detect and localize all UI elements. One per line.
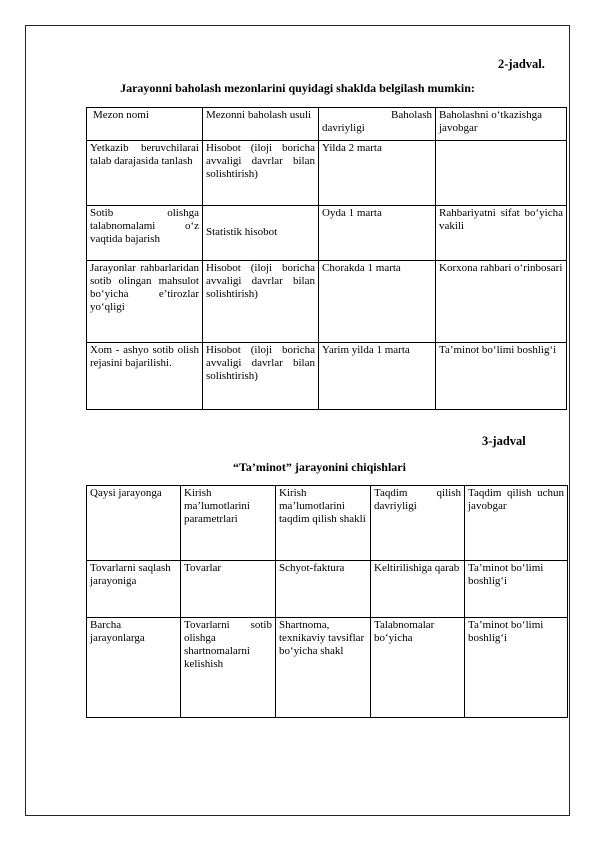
table-row [87, 561, 568, 618]
table-cell: Rahbariyatni sifat bo‘yicha vakili [436, 206, 567, 261]
table2 [86, 107, 567, 410]
table3-header-cell: Kirish ma’lumotlarini parametrlari [181, 486, 276, 561]
table-cell: Hisobot (iloji boricha avvaligi davrlar bilan solishtirish) [203, 141, 319, 206]
table2-caption: Jarayonni baholash mezonlarini quyidagi shaklda belgilash mumkin: [120, 81, 475, 95]
table3-caption: “Ta’minot” jarayonini chiqishlari [233, 460, 406, 474]
table-row [87, 261, 567, 343]
table-cell: Xom - ashyo sotib olish rejasini bajarilishi. [87, 343, 203, 410]
table-cell: Ta’minot bo‘limi boshlig‘i [465, 561, 568, 618]
table-row [87, 141, 567, 206]
table-cell: Statistik hisobot [203, 206, 319, 261]
table-cell: Schyot-faktura [276, 561, 371, 618]
table-cell: Jarayonlar rahbarlaridan sotib olingan mahsulot bo‘yicha e’tirozlar yo‘qligi [87, 261, 203, 343]
table-cell: Tovarlarni saqlash jarayoniga [87, 561, 181, 618]
table3-label: 3-jadval [482, 434, 526, 448]
table-cell: Oyda 1 marta [319, 206, 436, 261]
table-cell: Ta’minot bo‘limi boshlig‘i [465, 618, 568, 718]
table-cell: Korxona rahbari o‘rinbosari [436, 261, 567, 343]
table-cell: Talabnomalar bo‘yicha [371, 618, 465, 718]
table-cell: Keltirilishiga qarab [371, 561, 465, 618]
table-cell: Hisobot (iloji boricha avvaligi davrlar bilan solishtirish) [203, 261, 319, 343]
table-cell: Chorakda 1 marta [319, 261, 436, 343]
table3-header-cell: Qaysi jarayonga [87, 486, 181, 561]
table-cell: Barcha jarayonlarga [87, 618, 181, 718]
table2-header-cell: Baholash davriyligi [319, 108, 436, 141]
table-cell: Yarim yilda 1 marta [319, 343, 436, 410]
table3-header-cell: Taqdim qilish davriyligi [371, 486, 465, 561]
table2-header-row [87, 108, 567, 141]
table2-header-cell: Mezonni baholash usuli [203, 108, 319, 141]
table-cell: Yilda 2 marta [319, 141, 436, 206]
table2-label: 2-jadval. [498, 57, 545, 71]
table-cell: Yetkazib beruvchilarai talab darajasida tanlash [87, 141, 203, 206]
table-row [87, 618, 568, 718]
table-cell: Ta’minot bo‘limi boshlig‘i [436, 343, 567, 410]
table-cell: Shartnoma, texnikaviy tavsiflar bo‘yicha shakl [276, 618, 371, 718]
table3-header-row [87, 486, 568, 561]
table-row [87, 206, 567, 261]
table-cell: Tovarlarni sotib olishga shartnomalarni kelishish [181, 618, 276, 718]
table2-header-cell: Mezon nomi [87, 108, 203, 141]
table-row [87, 343, 567, 410]
table-cell: Tovarlar [181, 561, 276, 618]
table2-header-cell: Baholashni o‘tkazishga javobgar [436, 108, 567, 141]
table3-header-cell: Kirish ma’lumotlarini taqdim qilish shakli [276, 486, 371, 561]
table3 [86, 485, 568, 718]
table-cell: Hisobot (iloji boricha avvaligi davrlar bilan solishtirish) [203, 343, 319, 410]
table3-header-cell: Taqdim qilish uchun javobgar [465, 486, 568, 561]
table-cell: Sotib olishga talabnomalami o‘z vaqtida bajarish [87, 206, 203, 261]
table-cell [436, 141, 567, 206]
